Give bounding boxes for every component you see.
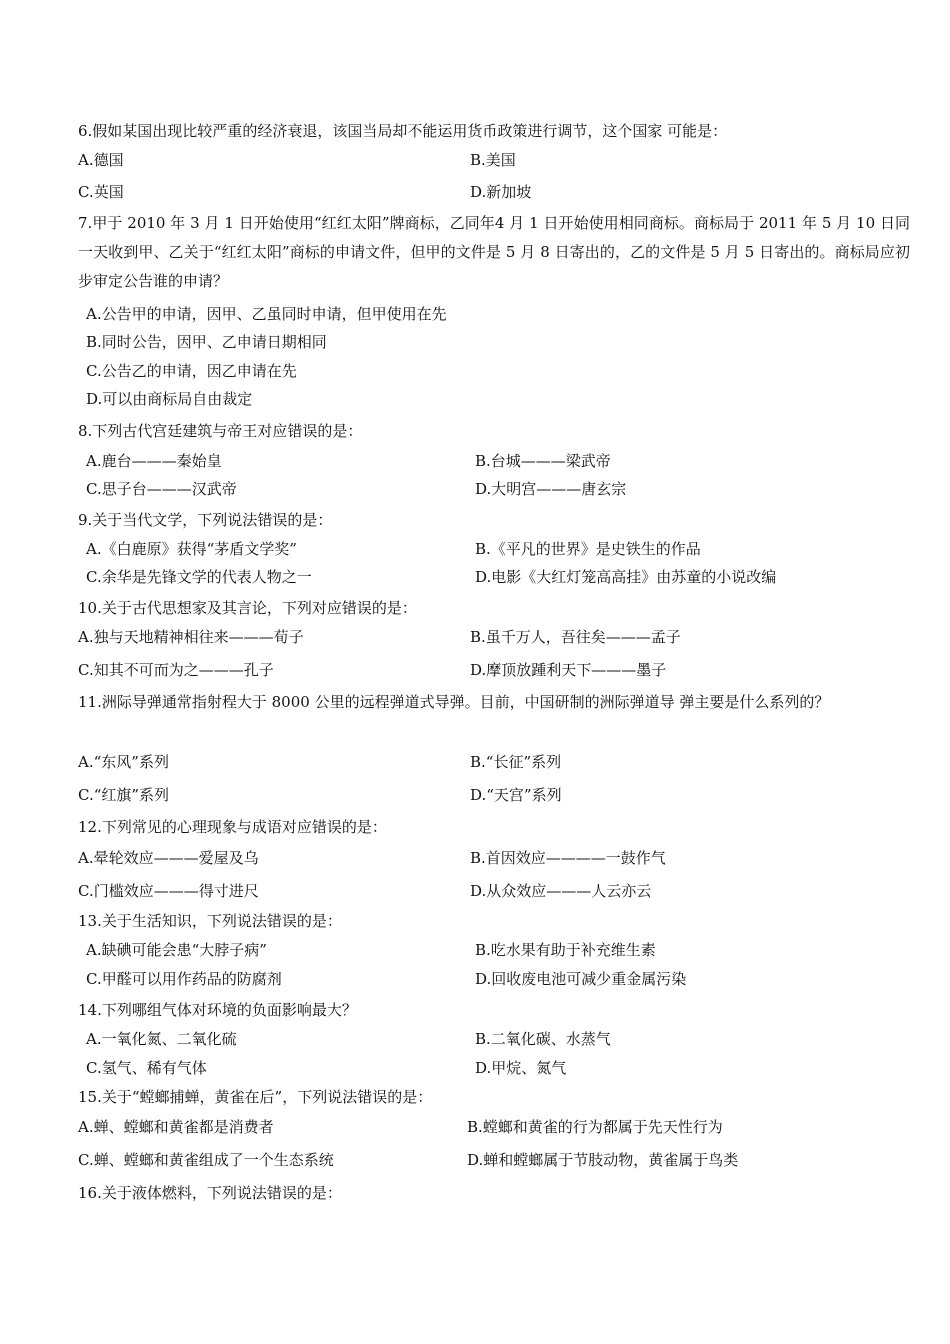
question-13-option-d: D.回收废电池可减少重金属污染 [475,970,687,988]
question-10-option-a: A.独与天地精神相往来———荀子 [78,628,304,646]
question-11-option-c: C.“红旗”系列 [78,786,170,804]
question-8-option-b: B.台城———梁武帝 [475,452,611,470]
question-8-option-d: D.大明宫———唐玄宗 [475,480,627,498]
question-11-option-b: B.“长征”系列 [470,753,562,771]
question-14-option-d: D.甲烷、氮气 [475,1059,567,1077]
question-7-stem: 7.甲于 2010 年 3 月 1 日开始使用“红红太阳”牌商标，乙同年4 月 1 日开始使用相同商标。商标局于 2011 年 5 月 10 日同一天收到甲、乙关于“红红太阳”商标的申请文件，但甲的文件是 5 月 8 日寄出的，乙的文件是 5 月 5 日寄出的。商标局应初步审定公告谁的申请？ [78,214,910,290]
question-11-option-d: D.“天宫”系列 [470,786,562,804]
question-14-stem: 14.下列哪组气体对环境的负面影响最大？ [78,1001,357,1019]
question-12-option-c: C.门槛效应———得寸进尺 [78,882,259,900]
question-12-option-d: D.从众效应———人云亦云 [470,882,652,900]
question-14-option-a: A.一氧化氮、二氧化硫 [86,1030,237,1048]
question-7-option-c: C.公告乙的申请，因乙申请在先 [86,362,297,380]
question-13-option-b: B.吃水果有助于补充维生素 [475,941,656,959]
question-15-option-b: B.螳螂和黄雀的行为都属于先天性行为 [467,1118,723,1136]
question-15-option-a: A.蝉、螳螂和黄雀都是消费者 [78,1118,274,1136]
question-8-stem: 8.下列古代宫廷建筑与帝王对应错误的是： [78,422,363,440]
question-9-stem: 9.关于当代文学，下列说法错误的是： [78,511,333,529]
question-12-stem: 12.下列常见的心理现象与成语对应错误的是： [78,818,387,836]
question-11-stem: 11.洲际导弹通常指射程大于 8000 公里的远程弹道式导弹。目前，中国研制的洲际弹道导 弹主要是什么系列的？ [78,693,830,711]
question-6-stem: 6.假如某国出现比较严重的经济衰退，该国当局却不能运用货币政策进行调节，这个国家 可能是： [78,122,728,140]
question-9-option-c: C.余华是先锋文学的代表人物之一 [86,568,312,586]
question-10-option-d: D.摩顶放踵利天下———墨子 [470,661,667,679]
question-12-option-a: A.晕轮效应———爱屋及乌 [78,849,259,867]
question-13-stem: 13.关于生活知识，下列说法错误的是： [78,912,342,930]
question-6-option-c: C.英国 [78,183,124,201]
question-14-option-b: B.二氧化碳、水蒸气 [475,1030,611,1048]
question-15-option-c: C.蝉、螳螂和黄雀组成了一个生态系统 [78,1151,334,1169]
question-9-option-d: D.电影《大红灯笼高高挂》由苏童的小说改编 [475,568,777,586]
question-10-option-b: B.虽千万人，吾往矣———孟子 [470,628,681,646]
question-7-option-b: B.同时公告，因甲、乙申请日期相同 [86,333,327,351]
question-14-option-c: C.氢气、稀有气体 [86,1059,207,1077]
question-6-option-b: B.美国 [470,151,516,169]
question-9-option-b: B.《平凡的世界》是史铁生的作品 [475,540,701,558]
question-13-option-c: C.甲醛可以用作药品的防腐剂 [86,970,282,988]
question-7-option-a: A.公告甲的申请，因甲、乙虽同时申请，但甲使用在先 [86,305,447,323]
question-13-option-a: A.缺碘可能会患“大脖子病” [86,941,267,959]
question-16-stem: 16.关于液体燃料，下列说法错误的是： [78,1184,342,1202]
question-8-option-a: A.鹿台———秦始皇 [86,452,222,470]
question-6-option-d: D.新加坡 [470,183,532,201]
question-8-option-c: C.思子台———汉武帝 [86,480,237,498]
question-10-stem: 10.关于古代思想家及其言论，下列对应错误的是： [78,599,417,617]
question-15-stem: 15.关于“螳螂捕蝉，黄雀在后”，下列说法错误的是： [78,1088,433,1106]
question-7-option-d: D.可以由商标局自由裁定 [86,390,253,408]
question-9-option-a: A.《白鹿原》获得“茅盾文学奖” [86,540,297,558]
question-12-option-b: B.首因效应————一鼓作气 [470,849,666,867]
question-10-option-c: C.知其不可而为之———孔子 [78,661,274,679]
question-15-option-d: D.蝉和螳螂属于节肢动物，黄雀属于鸟类 [467,1151,739,1169]
question-11-option-a: A.“东风”系列 [78,753,169,771]
question-6-option-a: A.德国 [78,151,124,169]
